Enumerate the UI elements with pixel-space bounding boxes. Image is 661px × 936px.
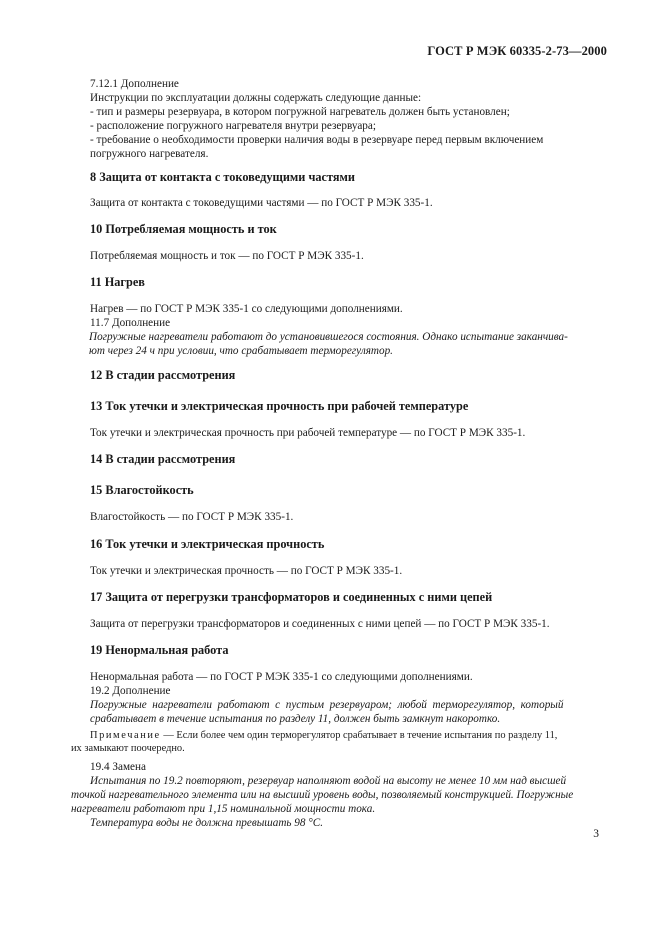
clause-19-4-text-line4: Температура воды не должна превышать 98 °С. [90,817,324,829]
section-10-text: Потребляемая мощность и ток — по ГОСТ Р МЭК 335-1. [90,250,364,262]
section-8-heading: 8 Защита от контакта с токоведущими частями [90,170,356,184]
section-14-heading: 14 В стадии рассмотрения [90,452,236,466]
document-header: ГОСТ Р МЭК 60335-2-73—2000 [427,44,607,58]
section-11-text: Нагрев — по ГОСТ Р МЭК 335-1 со следующими дополнениями. [90,303,403,315]
section-16-text: Ток утечки и электрическая прочность — по ГОСТ Р МЭК 335-1. [90,565,403,577]
section-8-text: Защита от контакта с токоведущими частями — по ГОСТ Р МЭК 335-1. [90,197,433,209]
list-item: - тип и размеры резервуара, в котором погружной нагреватель должен быть установлен; [90,106,510,118]
section-16-heading: 16 Ток утечки и электрическая прочность [90,537,325,551]
section-12-heading: 12 В стадии рассмотрения [90,368,236,382]
section-19-heading: 19 Ненормальная работа [90,643,229,657]
section-11-heading: 11 Нагрев [90,275,145,289]
clause-19-4-number: 19.4 Замена [90,761,146,773]
section-13-text: Ток утечки и электрическая прочность при рабочей температуре — по ГОСТ Р МЭК 335-1. [90,427,526,439]
note-label: Примечание [90,730,161,741]
section-10-heading: 10 Потребляемая мощность и ток [90,222,277,236]
clause-19-4-text-line2: точкой нагревательного элемента или на высший уровень воды, позволяемый конструкцией. Погружные [71,789,574,801]
clause-7-12-1-intro: Инструкции по эксплуатации должны содержать следующие данные: [90,92,422,104]
clause-11-7-number: 11.7 Дополнение [90,317,171,329]
note [90,729,602,742]
section-19-text: Ненормальная работа — по ГОСТ Р МЭК 335-1 со следующими дополнениями. [90,671,473,683]
list-item-continuation: погружного нагревателя. [90,148,209,160]
clause-11-7-text: Погружные нагреватели работают до установившегося состояния. Однако испытание заканчива- [89,331,568,343]
clause-19-2-number: 19.2 Дополнение [90,685,171,697]
clause-19-2-text: Погружные нагреватели работают с пустым резервуаром; любой терморегулятор, который [90,699,564,711]
section-17-heading: 17 Защита от перегрузки трансформаторов и соединенных с ними цепей [90,590,493,604]
list-item: - расположение погружного нагревателя внутри резервуара; [90,120,376,132]
section-17-text: Защита от перегрузки трансформаторов и соединенных с ними цепей — по ГОСТ Р МЭК 335-1. [90,618,550,630]
section-15-text: Влагостойкость — по ГОСТ Р МЭК 335-1. [90,511,294,523]
note-continuation: их замыкают поочередно. [71,743,185,754]
clause-7-12-1-number: 7.12.1 Дополнение [90,78,179,90]
list-item: - требование о необходимости проверки наличия воды в резервуаре перед первым включением [90,134,544,146]
clause-11-7-text-continuation: ют через 24 ч при условии, что срабатывает терморегулятор. [89,345,393,357]
clause-19-4-text-line3: нагреватели работают при 1,15 номинальной мощности тока. [71,803,376,815]
clause-19-4-text: Испытания по 19.2 повторяют, резервуар наполняют водой на высоту не менее 10 мм над высшей [90,775,567,787]
clause-19-2-text-continuation: срабатывает в течение испытания по разделу 11, должен быть замкнут накоротко. [90,713,501,725]
page-number: 3 [593,828,599,840]
section-13-heading: 13 Ток утечки и электрическая прочность при рабочей температуре [90,399,469,413]
note-text: — Если более чем один терморегулятор срабатывает в течение испытания по разделу 11, [160,730,558,741]
section-15-heading: 15 Влагостойкость [90,483,194,497]
